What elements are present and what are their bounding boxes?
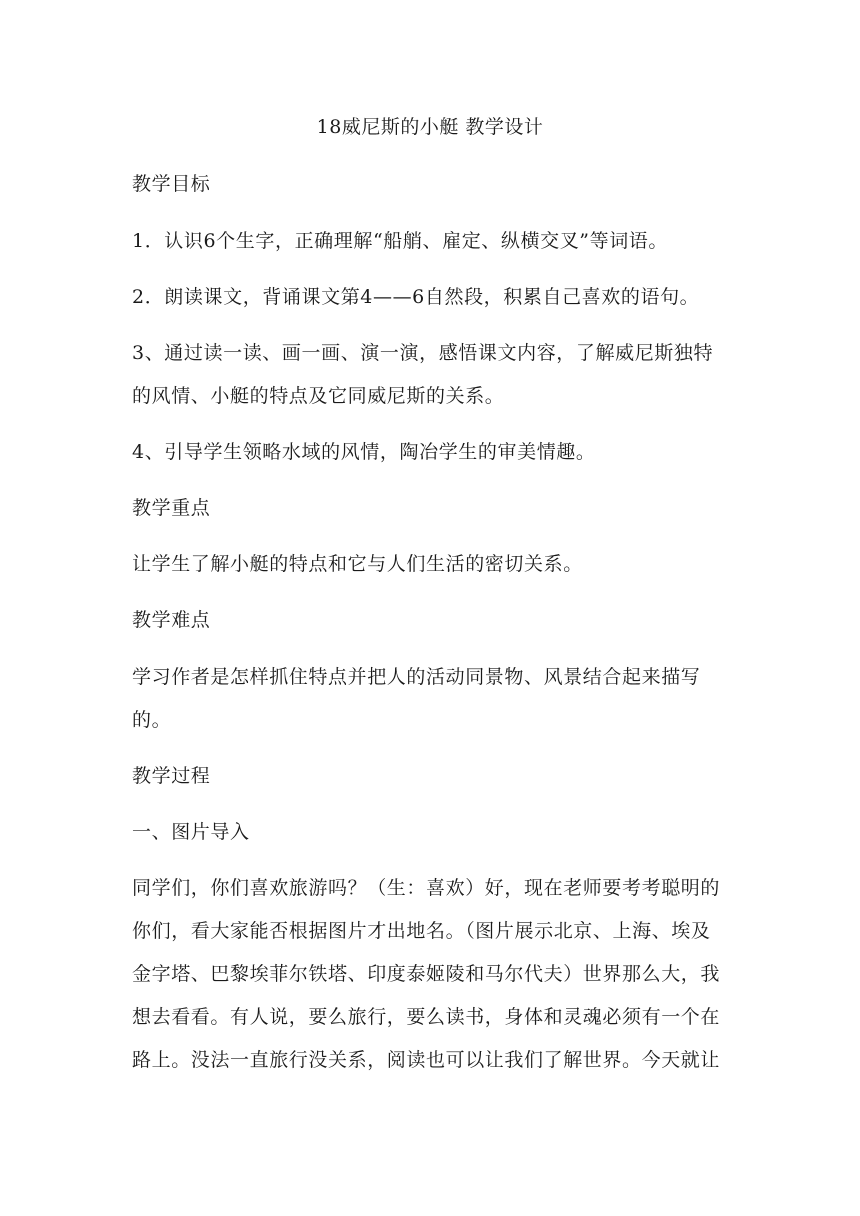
- key-point-text: 让学生了解小艇的特点和它与人们生活的密切关系。: [132, 553, 583, 575]
- paragraph-line-3: 金字塔、巴黎埃菲尔铁塔、印度泰姬陵和马尔代夫）世界那么大，我: [132, 963, 721, 985]
- paragraph-line-4: 想去看看。有人说，要么旅行，要么读书，身体和灵魂必须有一个在: [132, 1006, 721, 1028]
- section-heading-objectives: 教学目标: [132, 173, 211, 195]
- document-title: 18威尼斯的小艇 教学设计: [316, 116, 544, 138]
- objective-1: 1．认识6个生字，正确理解“船艄、雇定、纵横交叉”等词语。: [132, 230, 669, 252]
- section-heading-difficulties: 教学难点: [132, 609, 211, 631]
- objective-3-line-2: 的风情、小艇的特点及它同威尼斯的关系。: [132, 385, 505, 407]
- objective-2: 2．朗读课文，背诵课文第4——6自然段，积累自己喜欢的语句。: [132, 286, 700, 308]
- objective-4: 4、引导学生领略水域的风情，陶冶学生的审美情趣。: [132, 441, 596, 463]
- process-step-1-heading: 一、图片导入: [132, 821, 250, 843]
- section-heading-key-points: 教学重点: [132, 497, 211, 519]
- objective-3-line-1: 3、通过读一读、画一画、演一演，感悟课文内容，了解威尼斯独特: [132, 342, 714, 364]
- difficulty-line-1: 学习作者是怎样抓住特点并把人的活动同景物、风景结合起来描写: [132, 666, 701, 688]
- paragraph-line-5: 路上。没法一直旅行没关系，阅读也可以让我们了解世界。今天就让: [132, 1049, 721, 1071]
- paragraph-line-2: 你们，看大家能否根据图片才出地名。（图片展示北京、上海、埃及: [132, 920, 711, 942]
- difficulty-line-2: 的。: [132, 709, 172, 731]
- paragraph-line-1: 同学们，你们喜欢旅游吗？（生：喜欢）好，现在老师要考考聪明的: [132, 877, 721, 899]
- section-heading-process: 教学过程: [132, 765, 211, 787]
